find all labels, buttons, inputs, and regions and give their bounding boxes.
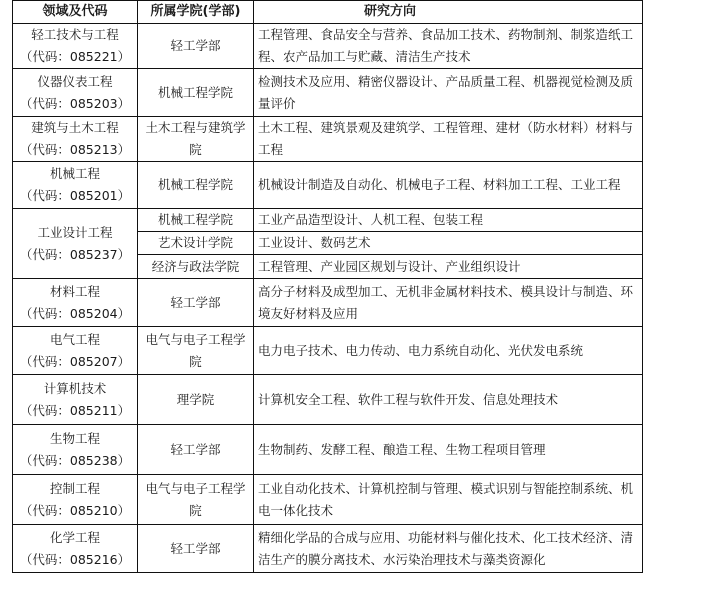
- field-name: 建筑与土木工程: [31, 120, 119, 135]
- table-row: [13, 425, 643, 475]
- field-name: 生物工程: [49, 430, 100, 446]
- college-cell: 电气与电子工程学院: [138, 327, 254, 375]
- field-cell: [13, 162, 138, 209]
- college-cell: 艺术设计学院: [138, 232, 254, 255]
- field-cell: [13, 525, 138, 573]
- college-cell: 机械工程学院: [138, 69, 254, 117]
- field-code: （代码：085203）: [19, 95, 131, 111]
- field-cell: [13, 425, 138, 475]
- field-code: （代码：085221）: [19, 49, 131, 64]
- header-field: 领域及代码: [13, 1, 138, 24]
- field-code: （代码：085201）: [19, 188, 131, 203]
- field-name: 化学工程: [49, 529, 100, 545]
- directions-cell: 工业自动化技术、计算机控制与管理、模式识别与智能控制系统、机电一体化技术: [254, 475, 643, 525]
- field-code: （代码：085211）: [19, 402, 131, 418]
- table-row: [13, 375, 643, 425]
- table-row: [13, 209, 643, 232]
- table-row: [13, 162, 643, 209]
- directions-cell: 电力电子技术、电力传动、电力系统自动化、光伏发电系统: [254, 327, 643, 375]
- field-name: 电气工程: [49, 331, 100, 347]
- college-cell: 机械工程学院: [138, 162, 254, 209]
- table-row: [13, 525, 643, 573]
- directions-cell: 机械设计制造及自动化、机械电子工程、材料加工工程、工业工程: [254, 162, 643, 209]
- college-cell: 土木工程与建筑学院: [138, 117, 254, 162]
- field-code: （代码：085216）: [19, 551, 131, 567]
- field-code: （代码：085204）: [19, 305, 131, 321]
- field-cell: [13, 375, 138, 425]
- header-college: 所属学院(学部): [138, 1, 254, 24]
- field-cell: [13, 117, 138, 162]
- college-cell: 理学院: [138, 375, 254, 425]
- college-cell: 电气与电子工程学院: [138, 475, 254, 525]
- field-name: 控制工程: [49, 480, 100, 496]
- programs-table: [12, 0, 643, 573]
- field-cell: [13, 475, 138, 525]
- table-row: [13, 24, 643, 69]
- field-code: （代码：085213）: [19, 142, 131, 157]
- college-cell: 轻工学部: [138, 425, 254, 475]
- field-code: （代码：085238）: [19, 452, 131, 468]
- table-row: [13, 117, 643, 162]
- college-cell: 经济与政法学院: [138, 255, 254, 279]
- field-cell: [13, 327, 138, 375]
- field-code: （代码：085207）: [19, 353, 131, 369]
- field-code: （代码：085237）: [19, 246, 131, 262]
- directions-cell: 高分子材料及成型加工、无机非金属材料技术、模具设计与制造、环境友好材料及应用: [254, 279, 643, 327]
- table-row: [13, 475, 643, 525]
- table-body: [13, 24, 643, 573]
- field-name: 工业设计工程: [37, 224, 113, 240]
- college-cell: 机械工程学院: [138, 209, 254, 232]
- field-cell: [13, 69, 138, 117]
- field-name: 机械工程: [49, 166, 100, 181]
- field-cell: [13, 24, 138, 69]
- header-directions: 研究方向: [254, 1, 643, 24]
- table-row: [13, 279, 643, 327]
- table-row: [13, 69, 643, 117]
- field-code: （代码：085210）: [19, 502, 131, 518]
- field-name: 计算机技术: [43, 380, 107, 396]
- college-cell: 轻工学部: [138, 279, 254, 327]
- field-name: 仪器仪表工程: [37, 73, 113, 89]
- field-name: 轻工技术与工程: [31, 27, 119, 42]
- table-row: [13, 327, 643, 375]
- college-cell: 轻工学部: [138, 24, 254, 69]
- directions-cell: 精细化学品的合成与应用、功能材料与催化技术、化工技术经济、清洁生产的膜分离技术、水污染治理技术与藻类资源化: [254, 525, 643, 573]
- directions-cell: 计算机安全工程、软件工程与软件开发、信息处理技术: [254, 375, 643, 425]
- college-cell: 轻工学部: [138, 525, 254, 573]
- table-header-row: [13, 1, 643, 24]
- directions-cell: 工业产品造型设计、人机工程、包装工程: [254, 209, 643, 232]
- directions-cell: 土木工程、建筑景观及建筑学、工程管理、建材（防水材料）材料与工程: [254, 117, 643, 162]
- field-name: 材料工程: [49, 283, 100, 299]
- field-cell: [13, 279, 138, 327]
- directions-cell: 检测技术及应用、精密仪器设计、产品质量工程、机器视觉检测及质量评价: [254, 69, 643, 117]
- directions-cell: 工程管理、食品安全与营养、食品加工技术、药物制剂、制浆造纸工程、农产品加工与贮藏、清洁生产技术: [254, 24, 643, 69]
- field-cell: [13, 209, 138, 279]
- directions-cell: 工程管理、产业园区规划与设计、产业组织设计: [254, 255, 643, 279]
- directions-cell: 工业设计、数码艺术: [254, 232, 643, 255]
- directions-cell: 生物制药、发酵工程、酿造工程、生物工程项目管理: [254, 425, 643, 475]
